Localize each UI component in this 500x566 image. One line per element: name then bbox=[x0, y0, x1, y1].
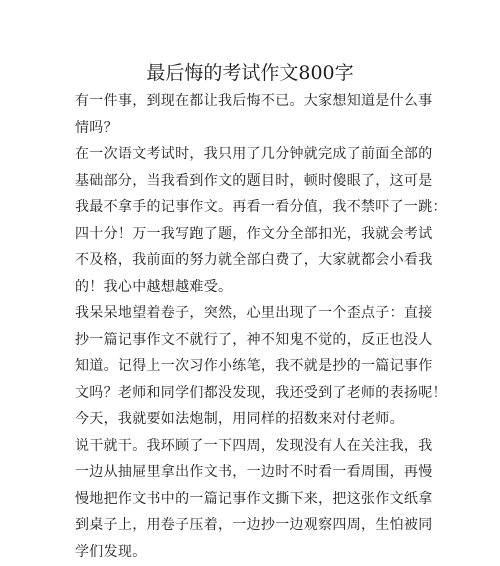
text-line: 四十分！万一我写跑了题，作文分全部扣光，我就会考试 bbox=[75, 225, 433, 242]
text-line: 学们发现。 bbox=[75, 543, 147, 560]
text-line: 我最不拿手的记事作文。再看一看分值，我不禁吓了一跳： bbox=[75, 199, 447, 215]
text-line: 知道。记得上一次习作小练笔，我不就是抄的一篇记事作 bbox=[75, 358, 433, 374]
text-line: 一边从抽屉里拿出作文书，一边时不时看一看周围，再慢 bbox=[75, 464, 433, 480]
paragraph-3 bbox=[75, 300, 447, 433]
text-line: 今天，我就要如法炮制，用同样的招数来对付老师。 bbox=[75, 411, 404, 427]
text-line: 慢地把作文书中的一篇记事作文撕下来，把这张作文纸拿 bbox=[75, 490, 433, 507]
text-line: 文吗？老师和同学们都没发现，我还受到了老师的表扬呢！ bbox=[75, 384, 447, 401]
document-body bbox=[75, 88, 447, 565]
text-line: 在一次语文考试时，我只用了几分钟就完成了前面全部的 bbox=[75, 146, 433, 162]
paragraph-4 bbox=[75, 433, 433, 566]
text-line: 的！我心中越想越难受。 bbox=[75, 278, 233, 295]
text-line: 有一件事，到现在都让我后悔不已。大家想知道是什么事 bbox=[75, 93, 433, 109]
text-line: 不及格，我前面的努力就全部白费了，大家就都会小看我 bbox=[75, 252, 433, 268]
text-line: 抄一篇记事作文不就行了，神不知鬼不觉的，反正也没人 bbox=[75, 331, 433, 348]
text-line: 到桌子上，用卷子压着，一边抄一边观察四周，生怕被同 bbox=[75, 517, 433, 533]
document-title: 最后悔的考试作文800字 bbox=[146, 62, 354, 84]
text-line: 情吗？ bbox=[75, 119, 118, 136]
text-line: 基础部分，当我看到作文的题目时，顿时傻眼了，这可是 bbox=[75, 172, 433, 189]
paragraph-2 bbox=[75, 141, 447, 300]
text-line: 说干就干。我环顾了一下四周，发现没有人在关注我，我 bbox=[75, 437, 433, 454]
paragraph-1 bbox=[75, 88, 433, 141]
text-line: 我呆呆地望着卷子，突然，心里出现了一个歪点子：直接 bbox=[75, 305, 433, 321]
